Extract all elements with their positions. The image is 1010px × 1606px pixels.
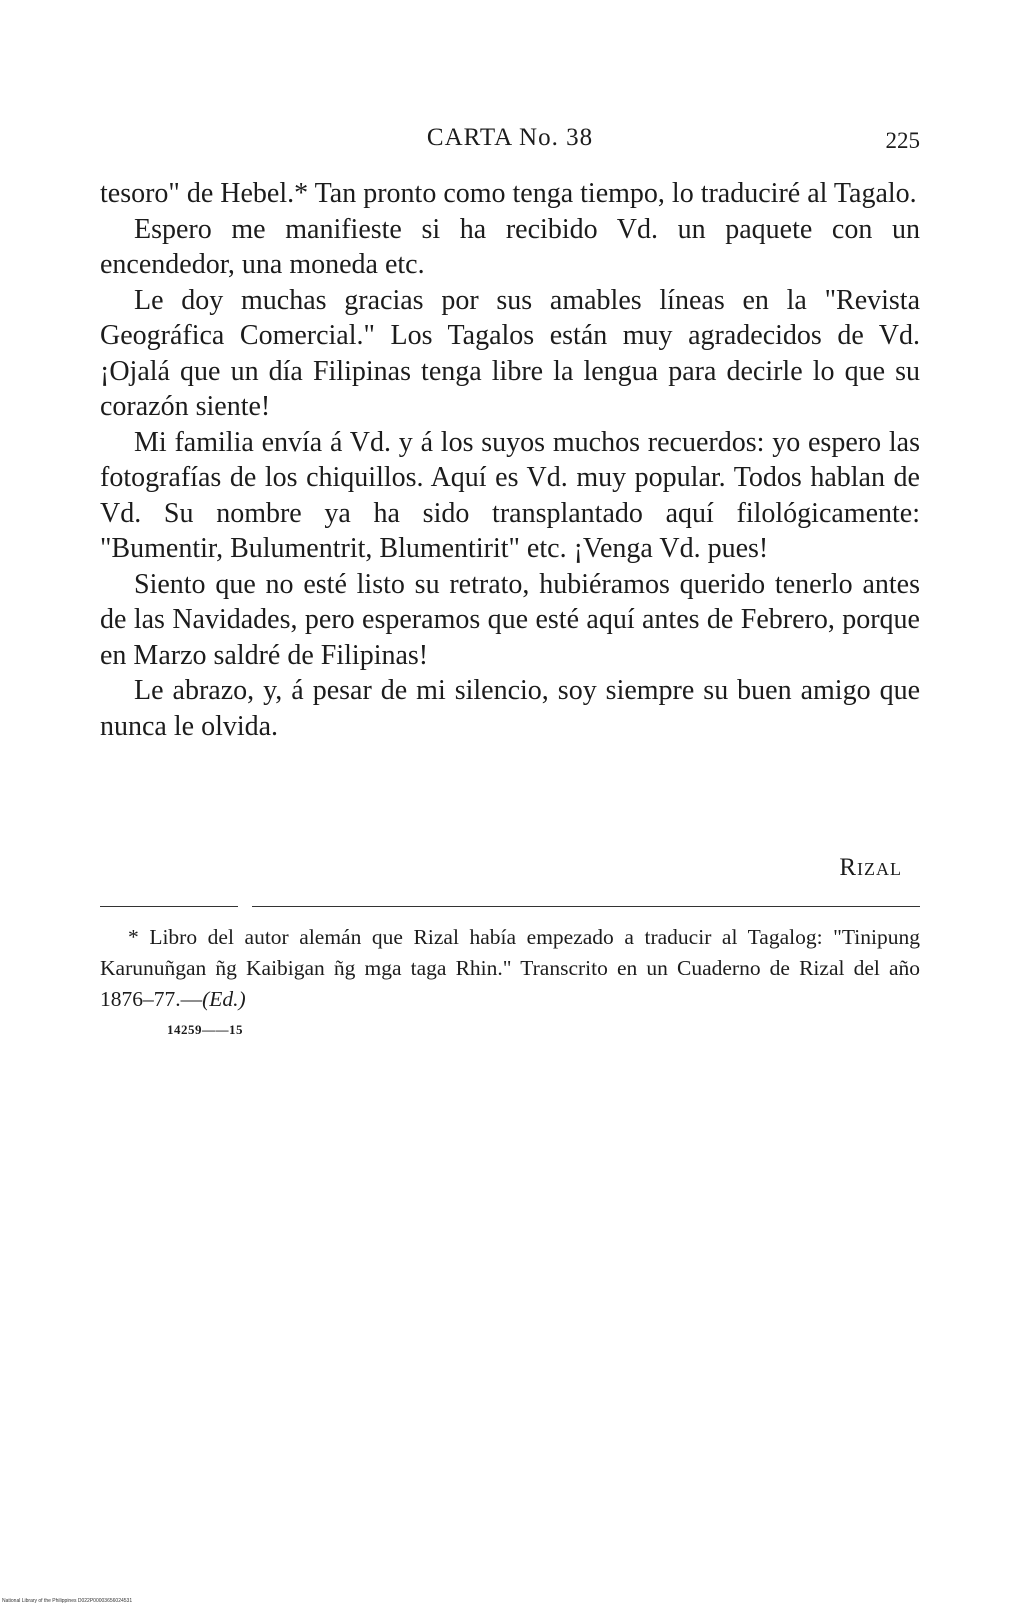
paragraph-2: Espero me manifieste si ha recibido Vd. un paquete con un encendedor, una moneda etc. (100, 213, 920, 280)
paragraph-5: Siento que no esté listo su retrato, hubiéramos querido tenerlo antes de las Navidades, pero esperamos que esté aquí antes de Febrero, porque en Marzo saldré de Filipinas! (100, 568, 920, 671)
footnote-text: * Libro del autor alemán que Rizal había empezado a traducir al Tagalog: "Tinipung Karunuñgan ñg Kaibigan ñg mga taga Rhin." Transcrito en un Cuaderno de Rizal del año 1876–77.— (100, 925, 920, 1011)
scan-credit: National Library of the Philippines D022P00003656024531 (2, 1598, 133, 1604)
footnote-divider-short (100, 906, 238, 907)
footnote (100, 922, 920, 1015)
letter-body (100, 176, 920, 744)
signature: Rizal (839, 854, 902, 881)
paragraph-1: tesoro" de Hebel.* Tan pronto como tenga tiempo, lo traduciré al Tagalo. (100, 178, 917, 209)
running-head (100, 124, 920, 164)
paragraph-6: Le abrazo, y, á pesar de mi silencio, soy siempre su buen amigo que nunca le olvida. (100, 675, 920, 742)
editor-mark: (Ed.) (202, 987, 246, 1011)
paragraph-4: Mi familia envía á Vd. y á los suyos muchos recuerdos: yo espero las fotografías de los chiquillos. Aquí es Vd. muy popular. Todos hablan de Vd. Su nombre ya ha sido transplantado aquí filológicamente: "Bumentir, Bulumentrit, Blumentirit" etc. ¡Venga Vd. pues! (100, 426, 920, 564)
footnote-paragraph (100, 922, 920, 1015)
running-title: CARTA No. 38 (426, 124, 594, 151)
paragraph-3: Le doy muchas gracias por sus amables líneas en la "Revista Geográfica Comercial." Los Tagalos están muy agradecidos de Vd. ¡Ojalá que un día Filipinas tenga libre la lengua para decirle lo que su corazón siente! (100, 284, 920, 422)
page-number: 225 (885, 128, 920, 153)
footnote-divider-long (252, 906, 920, 907)
printer-mark: 14259——15 (167, 1022, 243, 1037)
